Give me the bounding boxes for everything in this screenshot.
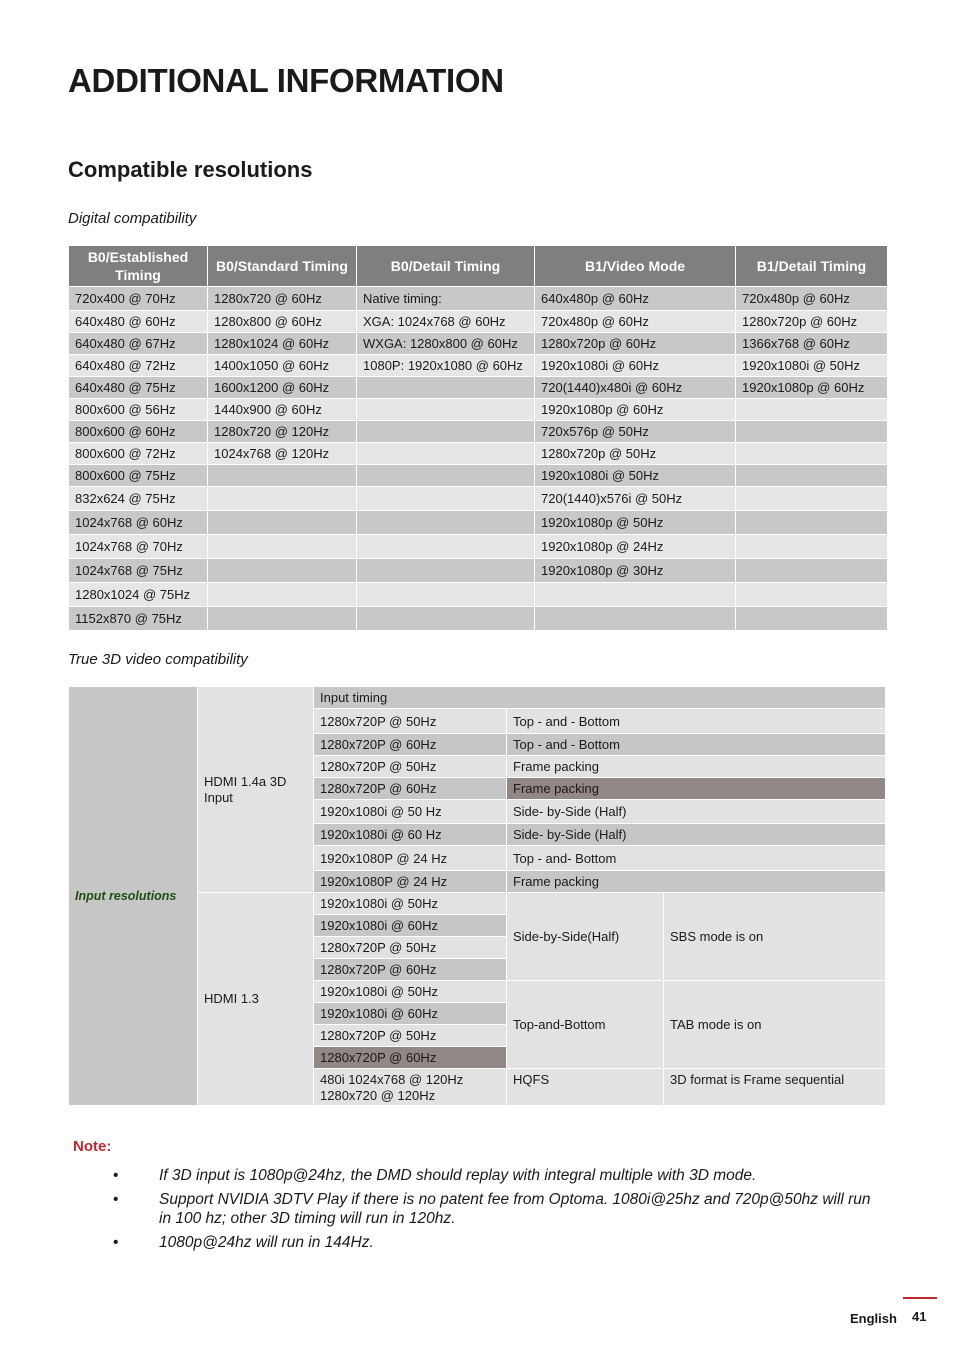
table-row [69, 421, 888, 443]
table-cell: 1280x720 @ 120Hz [208, 421, 357, 443]
table-cell [357, 583, 535, 607]
table-row [69, 377, 888, 399]
timing-cell: 1920x1080i @ 60Hz [314, 1003, 507, 1025]
hdmi-14a-label: HDMI 1.4a 3D Input [198, 687, 314, 893]
table-row [69, 443, 888, 465]
table-cell [357, 443, 535, 465]
table-cell [357, 511, 535, 535]
table-cell: 1920x1080i @ 50Hz [535, 465, 736, 487]
table-cell: 1280x720 @ 60Hz [208, 287, 357, 311]
table-cell: 1080P: 1920x1080 @ 60Hz [357, 355, 535, 377]
table-cell: 720x576p @ 50Hz [535, 421, 736, 443]
footer-language: English [850, 1311, 897, 1326]
table-row [69, 333, 888, 355]
table-row [69, 535, 888, 559]
note-text: 1080p@24hz will run in 144Hz. [159, 1234, 374, 1251]
table-cell: 720x480p @ 60Hz [535, 311, 736, 333]
table-row [69, 559, 888, 583]
sbs-format-cell: Side-by-Side(Half) [507, 893, 664, 981]
page-title: ADDITIONAL INFORMATION [68, 62, 504, 99]
note-text: If 3D input is 1080p@24hz, the DMD should replay with integral multiple with 3D mode. [159, 1167, 757, 1184]
digital-compatibility-label: Digital compatibility [68, 210, 197, 227]
column-header: B1/Video Mode [535, 246, 736, 287]
table-cell: 1920x1080p @ 60Hz [736, 377, 888, 399]
column-header: B1/Detail Timing [736, 246, 888, 287]
table-cell: 832x624 @ 75Hz [69, 487, 208, 511]
table-cell: 1400x1050 @ 60Hz [208, 355, 357, 377]
timing-cell: 1280x720P @ 60Hz [314, 734, 507, 756]
table-row [69, 583, 888, 607]
table-cell [357, 377, 535, 399]
table-cell [736, 511, 888, 535]
table-cell: 800x600 @ 60Hz [69, 421, 208, 443]
format-cell: Frame packing [507, 756, 886, 778]
table-cell [535, 607, 736, 631]
note-text: Support NVIDIA 3DTV Play if there is no patent fee from Optoma. 1080i@25hz and 720p@50hz will run in 100 hz; other 3D timing will run in 120hz. [159, 1191, 871, 1227]
column-header: B0/Detail Timing [357, 246, 535, 287]
table-cell: 1024x768 @ 75Hz [69, 559, 208, 583]
table-cell [357, 487, 535, 511]
timing-cell: 1920x1080P @ 24 Hz [314, 846, 507, 871]
table-cell [208, 607, 357, 631]
list-item: • If 3D input is 1080p@24hz, the DMD should replay with integral multiple with 3D mode. [113, 1167, 757, 1184]
timing-cell: 1920x1080i @ 60 Hz [314, 824, 507, 846]
timing-cell: 1280x720P @ 60Hz [314, 959, 507, 981]
table-cell: 1920x1080i @ 50Hz [736, 355, 888, 377]
table-cell [208, 535, 357, 559]
table-cell [736, 443, 888, 465]
timing-cell: 1920x1080i @ 60Hz [314, 915, 507, 937]
table-cell [208, 559, 357, 583]
timing-cell: 1920x1080P @ 24 Hz [314, 871, 507, 893]
table-cell [736, 559, 888, 583]
note-label: Note: [73, 1138, 112, 1155]
table-cell: 1366x768 @ 60Hz [736, 333, 888, 355]
format-cell: Top - and- Bottom [507, 846, 886, 871]
table-cell: 1920x1080p @ 24Hz [535, 535, 736, 559]
input-timing-header: Input timing [314, 687, 886, 709]
table-cell: 1440x900 @ 60Hz [208, 399, 357, 421]
hqfs-timing-line: 480i 1024x768 @ 120Hz [320, 1072, 464, 1087]
table-cell [357, 421, 535, 443]
table-cell [357, 465, 535, 487]
table-cell [736, 583, 888, 607]
table-cell [208, 465, 357, 487]
table-row [69, 511, 888, 535]
hqfs-format-cell: HQFS [507, 1069, 664, 1106]
table-cell: 720x480p @ 60Hz [736, 287, 888, 311]
table-cell: 1024x768 @ 120Hz [208, 443, 357, 465]
timing-cell: 1920x1080i @ 50Hz [314, 981, 507, 1003]
timing-cell: 1280x720P @ 60Hz [314, 778, 507, 800]
format-cell: Top - and - Bottom [507, 734, 886, 756]
hdmi-13-label: HDMI 1.3 [198, 893, 314, 1106]
table-row [69, 607, 888, 631]
table-cell: 640x480 @ 60Hz [69, 311, 208, 333]
table-cell: 1920x1080p @ 60Hz [535, 399, 736, 421]
column-header: B0/Established Timing [69, 246, 208, 287]
footer-accent-line [903, 1297, 937, 1299]
table-cell: 640x480p @ 60Hz [535, 287, 736, 311]
table-cell: 1920x1080p @ 50Hz [535, 511, 736, 535]
table-cell [208, 487, 357, 511]
timing-cell: 1920x1080i @ 50Hz [314, 893, 507, 915]
format-cell: Top - and - Bottom [507, 709, 886, 734]
table-cell [357, 399, 535, 421]
table-cell: 1920x1080p @ 30Hz [535, 559, 736, 583]
timing-cell: 1280x720P @ 50Hz [314, 1025, 507, 1047]
format-cell: Side- by-Side (Half) [507, 800, 886, 824]
note-list [113, 1166, 883, 1257]
column-header: B0/Standard Timing [208, 246, 357, 287]
table-cell: XGA: 1024x768 @ 60Hz [357, 311, 535, 333]
table-row [69, 355, 888, 377]
table-row [69, 287, 888, 311]
3d-compatibility-table [68, 686, 886, 1106]
table-header-row [69, 246, 888, 287]
table-cell: 1152x870 @ 75Hz [69, 607, 208, 631]
digital-compatibility-table [68, 245, 888, 631]
table-cell: 640x480 @ 75Hz [69, 377, 208, 399]
table-cell: 720x400 @ 70Hz [69, 287, 208, 311]
table-cell [357, 607, 535, 631]
table-row [69, 311, 888, 333]
table-cell: 1280x800 @ 60Hz [208, 311, 357, 333]
timing-cell: 1280x720P @ 50Hz [314, 709, 507, 734]
tab-format-cell: Top-and-Bottom [507, 981, 664, 1069]
table-cell: 800x600 @ 72Hz [69, 443, 208, 465]
table-cell: 640x480 @ 72Hz [69, 355, 208, 377]
table-cell: Native timing: [357, 287, 535, 311]
list-item: • Support NVIDIA 3DTV Play if there is no patent fee from Optoma. 1080i@25hz and 720p@50hz will run in 100 hz; other 3D timing will run in 120hz. [113, 1191, 871, 1227]
timing-cell: 1280x720P @ 50Hz [314, 937, 507, 959]
table-cell: WXGA: 1280x800 @ 60Hz [357, 333, 535, 355]
table-cell [357, 559, 535, 583]
table-cell: 640x480 @ 67Hz [69, 333, 208, 355]
table-cell [357, 535, 535, 559]
table-cell: 1024x768 @ 70Hz [69, 535, 208, 559]
format-cell: Frame packing [507, 871, 886, 893]
page-number: 41 [912, 1309, 927, 1324]
input-resolutions-label: Input resolutions [69, 687, 198, 1106]
hqfs-timing-cell [314, 1069, 507, 1106]
true-3d-compatibility-label: True 3D video compatibility [68, 651, 248, 668]
list-item: • 1080p@24hz will run in 144Hz. [113, 1234, 374, 1251]
timing-cell: 1920x1080i @ 50 Hz [314, 800, 507, 824]
table-cell [736, 487, 888, 511]
sbs-mode-cell: SBS mode is on [664, 893, 886, 981]
table-cell: 720(1440)x576i @ 50Hz [535, 487, 736, 511]
section-title: Compatible resolutions [68, 157, 313, 182]
timing-cell: 1280x720P @ 60Hz [314, 1047, 507, 1069]
table-cell: 1280x1024 @ 60Hz [208, 333, 357, 355]
table-cell: 800x600 @ 75Hz [69, 465, 208, 487]
table-cell [736, 421, 888, 443]
table-row [69, 487, 888, 511]
table-cell [736, 607, 888, 631]
table-cell: 1920x1080i @ 60Hz [535, 355, 736, 377]
hqfs-timing-line: 1280x720 @ 120Hz [320, 1088, 436, 1103]
table-cell [208, 511, 357, 535]
timing-cell: 1280x720P @ 50Hz [314, 756, 507, 778]
table-cell: 1024x768 @ 60Hz [69, 511, 208, 535]
table-cell [736, 535, 888, 559]
format-cell: Frame packing [507, 778, 886, 800]
table-cell [535, 583, 736, 607]
table-cell [208, 583, 357, 607]
tab-mode-cell: TAB mode is on [664, 981, 886, 1069]
table-cell: 1280x720p @ 60Hz [736, 311, 888, 333]
table-row [69, 465, 888, 487]
table-cell: 800x600 @ 56Hz [69, 399, 208, 421]
table-cell: 1280x720p @ 50Hz [535, 443, 736, 465]
table-cell [736, 399, 888, 421]
table-cell: 1280x1024 @ 75Hz [69, 583, 208, 607]
hqfs-mode-cell: 3D format is Frame sequential [664, 1069, 886, 1106]
table-row [69, 399, 888, 421]
table-cell [736, 465, 888, 487]
table-cell: 1600x1200 @ 60Hz [208, 377, 357, 399]
table-cell: 720(1440)x480i @ 60Hz [535, 377, 736, 399]
table-cell: 1280x720p @ 60Hz [535, 333, 736, 355]
format-cell: Side- by-Side (Half) [507, 824, 886, 846]
